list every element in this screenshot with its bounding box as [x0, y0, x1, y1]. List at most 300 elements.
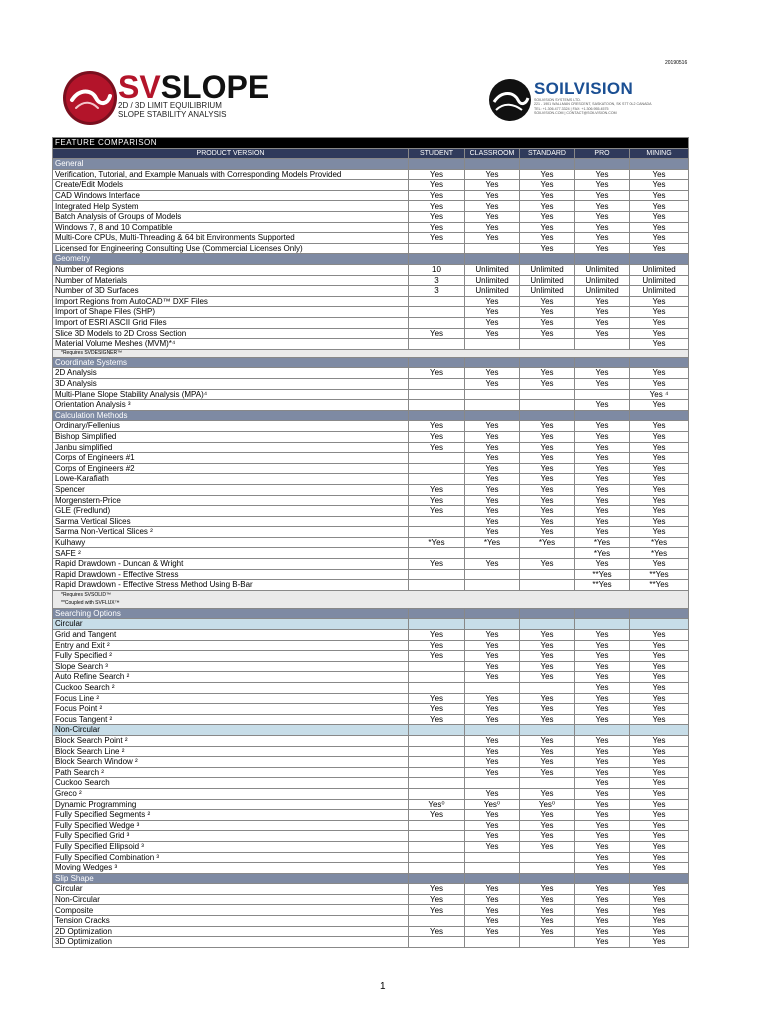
feature-value-cell: Yes — [630, 640, 689, 651]
table-row — [53, 672, 689, 683]
feature-label: Corps of Engineers #2 — [53, 463, 409, 474]
feature-value-cell: Unlimited — [465, 286, 520, 297]
table-row — [53, 421, 689, 432]
feature-value-cell — [409, 339, 465, 350]
feature-value-cell: Yes — [465, 201, 520, 212]
column-header: PRODUCT VERSION — [53, 148, 409, 159]
section-header-cell — [520, 608, 575, 619]
feature-value-cell: Yes — [409, 926, 465, 937]
feature-value-cell — [520, 339, 575, 350]
feature-value-cell — [409, 389, 465, 400]
feature-value-cell: *Yes — [575, 537, 630, 548]
feature-label: Moving Wedges ³ — [53, 863, 409, 874]
feature-value-cell: Yes — [575, 905, 630, 916]
table-row — [53, 233, 689, 244]
feature-value-cell: Yes — [630, 757, 689, 768]
table-row — [53, 400, 689, 411]
feature-value-cell: Yes — [630, 190, 689, 201]
table-row — [53, 894, 689, 905]
feature-value-cell: Unlimited — [520, 265, 575, 276]
feature-value-cell: Yes — [520, 212, 575, 223]
feature-value-cell: Yes — [520, 484, 575, 495]
feature-value-cell: Yes — [630, 937, 689, 948]
table-row — [53, 559, 689, 570]
feature-value-cell: Yes — [630, 328, 689, 339]
feature-value-cell — [409, 516, 465, 527]
feature-value-cell — [409, 463, 465, 474]
table-row — [53, 243, 689, 254]
feature-value-cell: Yes — [630, 474, 689, 485]
feature-value-cell: Yes — [409, 180, 465, 191]
section-header-cell — [520, 619, 575, 630]
feature-value-cell: Yes — [575, 463, 630, 474]
feature-value-cell: Yes — [409, 905, 465, 916]
section-header-cell — [465, 357, 520, 368]
feature-value-cell: Yes — [575, 328, 630, 339]
feature-value-cell — [409, 746, 465, 757]
feature-value-cell: Yes — [520, 894, 575, 905]
feature-value-cell — [575, 389, 630, 400]
feature-value-cell: Yes — [575, 841, 630, 852]
feature-label: Integrated Help System — [53, 201, 409, 212]
feature-label: Fully Specified Grid ³ — [53, 831, 409, 842]
feature-label: Focus Point ² — [53, 704, 409, 715]
subsection-title: Circular — [53, 619, 409, 630]
table-row — [53, 378, 689, 389]
feature-value-cell: Yes — [575, 495, 630, 506]
feature-value-cell: Yes — [630, 431, 689, 442]
feature-value-cell: Yes — [630, 495, 689, 506]
feature-value-cell — [409, 767, 465, 778]
table-row — [53, 463, 689, 474]
feature-value-cell: Yes — [465, 661, 520, 672]
feature-value-cell: Yes — [575, 852, 630, 863]
feature-value-cell: Yes — [409, 233, 465, 244]
feature-value-cell: Yes — [520, 704, 575, 715]
table-row — [53, 431, 689, 442]
soilvision-logo — [488, 76, 678, 124]
feature-value-cell: Yes — [409, 368, 465, 379]
feature-label: Fully Specified ² — [53, 651, 409, 662]
feature-value-cell: Yes — [575, 378, 630, 389]
feature-value-cell: Yes — [465, 630, 520, 641]
feature-value-cell: Yes — [630, 788, 689, 799]
section-header-row — [53, 608, 689, 619]
table-row — [53, 788, 689, 799]
table-row — [53, 169, 689, 180]
feature-value-cell: Yes — [465, 190, 520, 201]
feature-value-cell — [409, 683, 465, 694]
feature-value-cell: Yes — [630, 180, 689, 191]
section-header-cell — [409, 410, 465, 421]
feature-value-cell: Yes — [575, 222, 630, 233]
feature-value-cell — [520, 569, 575, 580]
feature-value-cell: Yes — [575, 421, 630, 432]
feature-label: Rapid Drawdown - Effective Stress Method Using B-Bar — [53, 580, 409, 591]
section-header-cell — [630, 159, 689, 170]
feature-value-cell: Yes — [630, 894, 689, 905]
feature-value-cell: Yes — [630, 169, 689, 180]
section-header-cell — [409, 159, 465, 170]
feature-value-cell — [465, 778, 520, 789]
feature-value-cell: Unlimited — [520, 286, 575, 297]
table-row — [53, 180, 689, 191]
feature-value-cell: Yes — [575, 233, 630, 244]
feature-label: 2D Analysis — [53, 368, 409, 379]
feature-value-cell — [520, 548, 575, 559]
feature-value-cell — [520, 863, 575, 874]
feature-value-cell: Yes — [409, 894, 465, 905]
feature-value-cell — [409, 400, 465, 411]
table-row — [53, 516, 689, 527]
feature-label: GLE (Fredlund) — [53, 506, 409, 517]
feature-value-cell: Yes — [409, 810, 465, 821]
feature-value-cell: Yes — [575, 180, 630, 191]
feature-value-cell — [465, 580, 520, 591]
feature-value-cell — [409, 243, 465, 254]
feature-label: Focus Tangent ² — [53, 714, 409, 725]
feature-value-cell — [465, 389, 520, 400]
feature-value-cell: 3 — [409, 286, 465, 297]
table-row — [53, 704, 689, 715]
feature-label: CAD Windows Interface — [53, 190, 409, 201]
feature-value-cell: Yes — [575, 368, 630, 379]
feature-value-cell: Yes — [630, 630, 689, 641]
table-row — [53, 852, 689, 863]
feature-value-cell — [520, 580, 575, 591]
feature-value-cell — [409, 474, 465, 485]
feature-label: Greco ² — [53, 788, 409, 799]
feature-value-cell — [465, 339, 520, 350]
feature-value-cell: Yes — [465, 378, 520, 389]
section-title: Geometry — [53, 254, 409, 265]
section-header-row — [53, 873, 689, 884]
feature-value-cell: Yes — [520, 378, 575, 389]
feature-value-cell — [520, 683, 575, 694]
feature-value-cell: Yes — [520, 559, 575, 570]
table-row — [53, 820, 689, 831]
feature-value-cell: Yes — [465, 651, 520, 662]
feature-value-cell: Yes — [575, 704, 630, 715]
feature-label: Composite — [53, 905, 409, 916]
feature-value-cell: Yes — [630, 453, 689, 464]
feature-value-cell: Yes — [465, 463, 520, 474]
feature-label: Number of Regions — [53, 265, 409, 276]
feature-value-cell — [409, 820, 465, 831]
feature-value-cell — [465, 569, 520, 580]
table-row — [53, 916, 689, 927]
feature-value-cell — [409, 672, 465, 683]
feature-value-cell: Yes — [465, 296, 520, 307]
feature-value-cell: Yes — [630, 212, 689, 223]
feature-value-cell — [520, 389, 575, 400]
feature-value-cell: **Yes — [575, 580, 630, 591]
feature-value-cell: Yes — [575, 926, 630, 937]
feature-value-cell: Yes — [465, 527, 520, 538]
feature-value-cell — [409, 296, 465, 307]
table-row — [53, 841, 689, 852]
section-header-cell — [575, 873, 630, 884]
feature-comparison-table — [52, 137, 689, 948]
feature-value-cell: Yes — [465, 484, 520, 495]
feature-value-cell: Yes — [575, 683, 630, 694]
feature-value-cell: Yes — [575, 810, 630, 821]
feature-value-cell: Yes — [630, 799, 689, 810]
feature-label: Grid and Tangent — [53, 630, 409, 641]
feature-value-cell: Yes — [465, 318, 520, 329]
feature-value-cell: Yes — [520, 463, 575, 474]
feature-value-cell: Yes — [630, 661, 689, 672]
feature-value-cell: Yes — [575, 916, 630, 927]
table-row — [53, 453, 689, 464]
feature-label: Import of ESRI ASCII Grid Files — [53, 318, 409, 329]
feature-value-cell: Yes — [409, 169, 465, 180]
table-row — [53, 640, 689, 651]
feature-value-cell: Yes — [575, 527, 630, 538]
feature-label: Fully Specified Segments ² — [53, 810, 409, 821]
feature-value-cell: Yes — [465, 559, 520, 570]
feature-value-cell — [409, 661, 465, 672]
feature-value-cell: Yes — [575, 296, 630, 307]
section-title: Slip Shape — [53, 873, 409, 884]
section-header-cell — [575, 254, 630, 265]
feature-value-cell: Yes — [409, 630, 465, 641]
feature-value-cell: Unlimited — [520, 275, 575, 286]
section-header-cell — [630, 254, 689, 265]
feature-value-cell — [409, 307, 465, 318]
feature-value-cell: Yes — [520, 243, 575, 254]
feature-value-cell — [409, 548, 465, 559]
feature-value-cell: Yes — [465, 905, 520, 916]
footnote: *Requires SVSOLID™ **Coupled with SVFLUX™ — [53, 590, 689, 608]
feature-value-cell: Yes — [575, 243, 630, 254]
feature-value-cell: Yes — [520, 831, 575, 842]
section-header-cell — [520, 357, 575, 368]
feature-value-cell: Yes — [409, 442, 465, 453]
feature-value-cell: Yes — [409, 640, 465, 651]
table-row — [53, 389, 689, 400]
feature-value-cell: Yes — [465, 746, 520, 757]
table-row — [53, 484, 689, 495]
feature-value-cell: Yes — [630, 559, 689, 570]
feature-value-cell: Yes — [630, 296, 689, 307]
section-title: General — [53, 159, 409, 170]
document-date: 20190516 — [665, 60, 688, 66]
feature-value-cell: *Yes — [409, 537, 465, 548]
section-header-cell — [520, 159, 575, 170]
feature-value-cell: Yes — [630, 527, 689, 538]
feature-value-cell — [465, 683, 520, 694]
feature-label: 2D Optimization — [53, 926, 409, 937]
section-header-cell — [409, 725, 465, 736]
feature-value-cell: Yes — [520, 841, 575, 852]
table-row — [53, 714, 689, 725]
feature-value-cell: Yes — [630, 201, 689, 212]
feature-value-cell: Yes — [575, 788, 630, 799]
footnote-row — [53, 349, 689, 357]
feature-label: Fully Specified Ellipsoid ³ — [53, 841, 409, 852]
feature-label: Block Search Point ² — [53, 735, 409, 746]
table-row — [53, 222, 689, 233]
table-row — [53, 296, 689, 307]
feature-value-cell: Yes — [465, 894, 520, 905]
feature-value-cell: Yes — [630, 714, 689, 725]
feature-value-cell: Yes — [465, 233, 520, 244]
feature-value-cell: Yes — [575, 778, 630, 789]
feature-label: Block Search Window ² — [53, 757, 409, 768]
feature-label: Slice 3D Models to 2D Cross Section — [53, 328, 409, 339]
feature-value-cell: Yes — [575, 212, 630, 223]
feature-value-cell: *Yes — [520, 537, 575, 548]
feature-value-cell: Yes — [409, 495, 465, 506]
subsection-title: Non-Circular — [53, 725, 409, 736]
feature-value-cell: Yes — [465, 788, 520, 799]
feature-value-cell — [409, 831, 465, 842]
section-header-cell — [409, 873, 465, 884]
feature-value-cell: Yes — [520, 735, 575, 746]
table-row — [53, 318, 689, 329]
feature-value-cell — [465, 863, 520, 874]
feature-value-cell: Yes — [465, 431, 520, 442]
section-header-cell — [630, 608, 689, 619]
table-row — [53, 190, 689, 201]
feature-value-cell: Yes — [465, 714, 520, 725]
feature-value-cell — [520, 778, 575, 789]
feature-value-cell: Yes — [520, 651, 575, 662]
feature-label: Corps of Engineers #1 — [53, 453, 409, 464]
feature-value-cell: Yes — [520, 180, 575, 191]
feature-value-cell: Yes — [520, 328, 575, 339]
feature-label: Sarma Non-Vertical Slices ² — [53, 527, 409, 538]
section-header-cell — [575, 725, 630, 736]
feature-value-cell — [520, 937, 575, 948]
feature-label: Circular — [53, 884, 409, 895]
feature-value-cell: Yes — [465, 474, 520, 485]
feature-value-cell: Yes — [575, 516, 630, 527]
feature-value-cell: Yes — [520, 884, 575, 895]
feature-value-cell: Yes — [520, 630, 575, 641]
feature-value-cell: Yes — [520, 527, 575, 538]
feature-value-cell: Yes — [465, 693, 520, 704]
table-row — [53, 884, 689, 895]
table-row — [53, 778, 689, 789]
feature-label: Import of Shape Files (SHP) — [53, 307, 409, 318]
feature-value-cell — [465, 243, 520, 254]
feature-label: Number of 3D Surfaces — [53, 286, 409, 297]
feature-value-cell: Yes — [575, 640, 630, 651]
feature-value-cell: Yes — [575, 630, 630, 641]
feature-label: Cuckoo Search — [53, 778, 409, 789]
section-header-cell — [520, 873, 575, 884]
table-row — [53, 201, 689, 212]
feature-value-cell: **Yes — [630, 580, 689, 591]
feature-value-cell — [409, 580, 465, 591]
feature-value-cell: Yes — [465, 704, 520, 715]
subsection-header-row — [53, 725, 689, 736]
feature-value-cell: Yes — [575, 894, 630, 905]
svslope-logo — [62, 70, 322, 126]
feature-value-cell: Yes⁰ — [465, 799, 520, 810]
feature-label: Entry and Exit ² — [53, 640, 409, 651]
feature-value-cell: Yes — [465, 735, 520, 746]
feature-label: Multi-Plane Slope Stability Analysis (MPA)⁴ — [53, 389, 409, 400]
table-row — [53, 537, 689, 548]
table-row — [53, 212, 689, 223]
section-header-cell — [520, 725, 575, 736]
feature-value-cell: Yes — [409, 714, 465, 725]
table-row — [53, 757, 689, 768]
section-header-cell — [630, 357, 689, 368]
feature-value-cell: Yes — [465, 916, 520, 927]
feature-value-cell: Yes — [575, 506, 630, 517]
table-row — [53, 905, 689, 916]
section-header-cell — [575, 619, 630, 630]
feature-label: Auto Refine Search ² — [53, 672, 409, 683]
feature-value-cell: Yes — [630, 233, 689, 244]
table-row — [53, 265, 689, 276]
feature-value-cell: Yes — [465, 495, 520, 506]
feature-value-cell: Yes — [575, 442, 630, 453]
feature-value-cell: Yes — [630, 735, 689, 746]
feature-value-cell: Yes — [575, 746, 630, 757]
feature-value-cell: Yes — [575, 651, 630, 662]
feature-value-cell: Yes — [630, 916, 689, 927]
feature-value-cell: Yes — [409, 212, 465, 223]
feature-value-cell: *Yes — [575, 548, 630, 559]
table-row — [53, 831, 689, 842]
feature-value-cell — [409, 937, 465, 948]
section-title: Coordinate Systems — [53, 357, 409, 368]
feature-value-cell: Yes — [630, 243, 689, 254]
subsection-header-row — [53, 619, 689, 630]
feature-value-cell: Yes — [630, 820, 689, 831]
feature-value-cell: Yes — [575, 318, 630, 329]
table-title-row — [53, 138, 689, 149]
feature-value-cell: Yes — [575, 735, 630, 746]
feature-value-cell: Yes — [465, 442, 520, 453]
feature-label: Dynamic Programming — [53, 799, 409, 810]
feature-value-cell: Yes — [575, 400, 630, 411]
feature-value-cell: Yes — [465, 831, 520, 842]
feature-value-cell: 10 — [409, 265, 465, 276]
feature-value-cell — [520, 852, 575, 863]
feature-value-cell: Unlimited — [630, 286, 689, 297]
feature-value-cell: Yes — [409, 559, 465, 570]
table-row — [53, 286, 689, 297]
feature-value-cell — [409, 788, 465, 799]
feature-value-cell: Yes — [630, 368, 689, 379]
feature-value-cell: Yes⁰ — [520, 799, 575, 810]
soilvision-address: SOILVISION SYSTEMS LTD. 221 - 1901 WALLMAN CRESCENT, SASKATOON, SK S7T 0L2 CANADA TEL: +1.306.477.3324 | FAX: +1.306.955.4575 SOILVISION.COM | CONTACT@SOILVISION.COM — [534, 98, 652, 116]
feature-value-cell: Yes ⁴ — [630, 389, 689, 400]
feature-label: Multi-Core CPUs, Multi-Threading & 64 bit Environments Supported — [53, 233, 409, 244]
feature-value-cell: Yes — [575, 831, 630, 842]
table-row — [53, 630, 689, 641]
feature-value-cell — [409, 318, 465, 329]
feature-value-cell: Yes — [630, 852, 689, 863]
footnote: *Requires SVDESIGNER™ — [53, 349, 689, 357]
feature-value-cell: Yes — [630, 672, 689, 683]
feature-value-cell: Yes — [575, 767, 630, 778]
feature-value-cell: Yes — [630, 222, 689, 233]
feature-value-cell: Yes — [630, 884, 689, 895]
feature-value-cell: Yes — [575, 661, 630, 672]
feature-value-cell — [409, 527, 465, 538]
feature-value-cell: Yes — [630, 442, 689, 453]
feature-label: Batch Analysis of Groups of Models — [53, 212, 409, 223]
feature-value-cell: Yes — [520, 222, 575, 233]
feature-value-cell: Yes — [630, 683, 689, 694]
